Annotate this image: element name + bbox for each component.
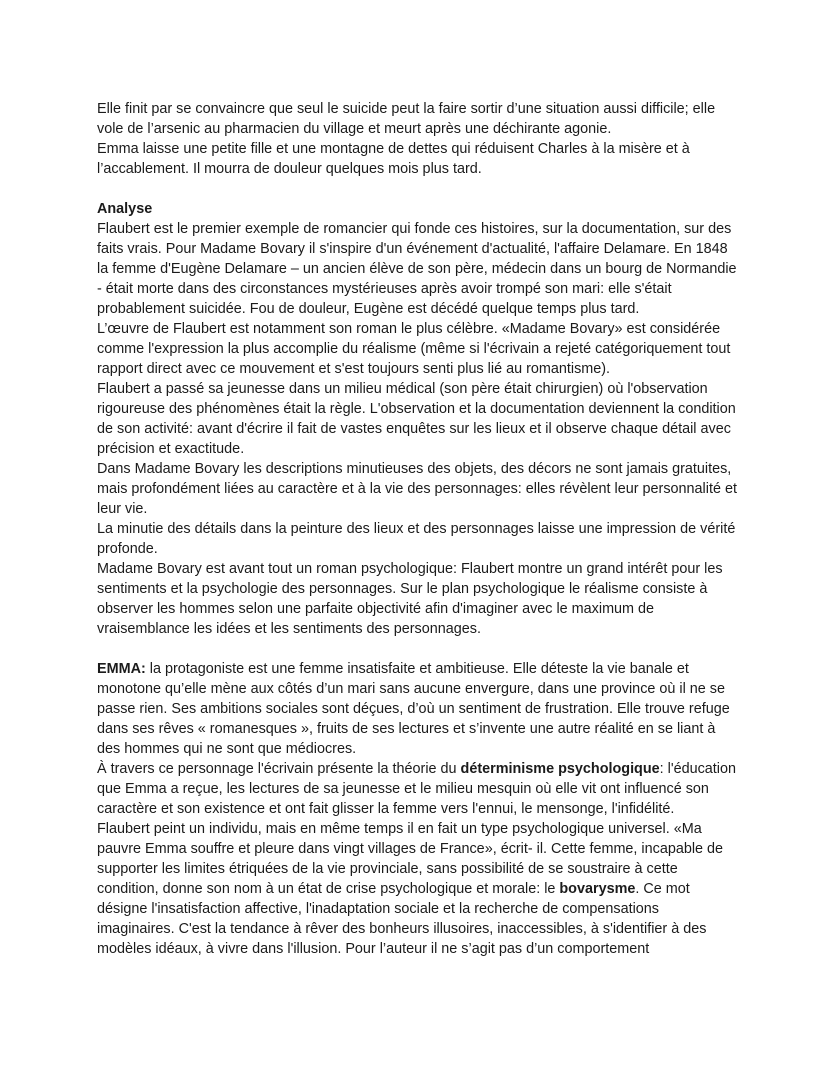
emma-paragraph-2-text-a: À travers ce personnage l'écrivain présente la théorie du (97, 761, 461, 777)
emma-paragraph-1-text: la protagoniste est une femme insatisfaite et ambitieuse. Elle déteste la vie banale et monotone qu’elle mène aux côtés d’un mari sans aucune envergure, dans une province où il ne se passe rien. Ses ambitions sociales sont déçues, d’où un sentiment de frustration. Elle trouve refuge dans ses rêves « romanesques », fruits de ses lectures et s’invente une autre réalité en se liant à des hommes qui ne sont que médiocres. (97, 661, 730, 757)
emma-paragraph-3-text-a: Flaubert peint un individu, mais en même temps il en fait un type psychologique universel. «Ma pauvre Emma souffre et pleure dans vingt villages de France», écrit- il. Cette femme, incapable de supporter les limites étriquées de la vie provinciale, sans possibilité de se soustraire à cette condition, donne son nom à un état de crise psychologique et morale: le (97, 821, 724, 897)
emma-paragraph-2-text-b: : l'éducation que Emma a reçue, les lectures de sa jeunesse et le milieu mesquin où elle vit ont influencé son caractère et son existence et ont fait glisser la femme vers l'ennui, le mensonge, l'infidélité. (97, 761, 737, 817)
term-determinisme: déterminisme psychologique (460, 761, 660, 777)
analyse-paragraph-1: Flaubert est le premier exemple de romancier qui fonde ces histoires, sur la documentation, sur des faits vrais. Pour Madame Bovary il s'inspire d'un événement d'actualité, l'affaire Delamare. En 1848 la femme d'Eugène Delamare – un ancien élève de son père, médecin dans un bourg de Normandie - était morte dans des circonstances mystérieuses après avoir trompé son mari: elle s'était probablement suicidée. Fou de douleur, Eugène est décédé quelque temps plus tard. (97, 221, 737, 317)
emma-label: EMMA: (97, 661, 146, 677)
intro-paragraph-1: Elle finit par se convaincre que seul le suicide peut la faire sortir d’une situation aussi difficile; elle vole de l’arsenic au pharmacien du village et meurt après une déchirante agonie. (97, 101, 716, 137)
emma-paragraph-2 (97, 759, 737, 819)
spacer (97, 639, 737, 659)
spacer (97, 179, 737, 199)
emma-paragraph-3-text-b: . Ce mot désigne l'insatisfaction affective, l'inadaptation sociale et la recherche de compensations imaginaires. C'est la tendance à rêver des bonheurs illusoires, inaccessibles, à s'identifier à des modèles idéaux, à vivre dans l'illusion. Pour l’auteur il ne s’agit pas d’un comportement (97, 881, 707, 957)
analyse-paragraph-4: Dans Madame Bovary les descriptions minutieuses des objets, des décors ne sont jamais gratuites, mais profondément liées au caractère et à la vie des personnages: elles révèlent leur personnalité et leur vie. (97, 461, 737, 517)
emma-paragraph-3 (97, 819, 737, 959)
analyse-paragraph-5: La minutie des détails dans la peinture des lieux et des personnages laisse une impression de vérité profonde. (97, 521, 736, 557)
emma-paragraph-1 (97, 659, 737, 759)
intro-paragraph-2: Emma laisse une petite fille et une montagne de dettes qui réduisent Charles à la misère et à l’accablement. Il mourra de douleur quelques mois plus tard. (97, 141, 690, 177)
analyse-paragraph-3: Flaubert a passé sa jeunesse dans un milieu médical (son père était chirurgien) où l'observation rigoureuse des phénomènes était la règle. L'observation et la documentation deviennent la condition de son activité: avant d'écrire il fait de vastes enquêtes sur les lieux et il observe chaque détail avec précision et exactitude. (97, 381, 736, 457)
document-page (97, 99, 737, 959)
section-heading-analyse: Analyse (97, 201, 153, 217)
analyse-paragraph-6: Madame Bovary est avant tout un roman psychologique: Flaubert montre un grand intérêt pour les sentiments et la psychologie des personnages. Sur le plan psychologique le réalisme consiste à observer les hommes selon une parfaite objectivité afin d'imaginer avec le maximum de vraisemblance les idées et les sentiments des personnages. (97, 561, 723, 637)
term-bovarysme: bovarysme (559, 881, 636, 897)
analyse-paragraph-2: L’œuvre de Flaubert est notamment son roman le plus célèbre. «Madame Bovary» est considérée comme l'expression la plus accomplie du réalisme (même si l'écrivain a rejeté catégoriquement tout rapport direct avec ce mouvement et s'est toujours senti plus lié au romantisme). (97, 321, 731, 377)
